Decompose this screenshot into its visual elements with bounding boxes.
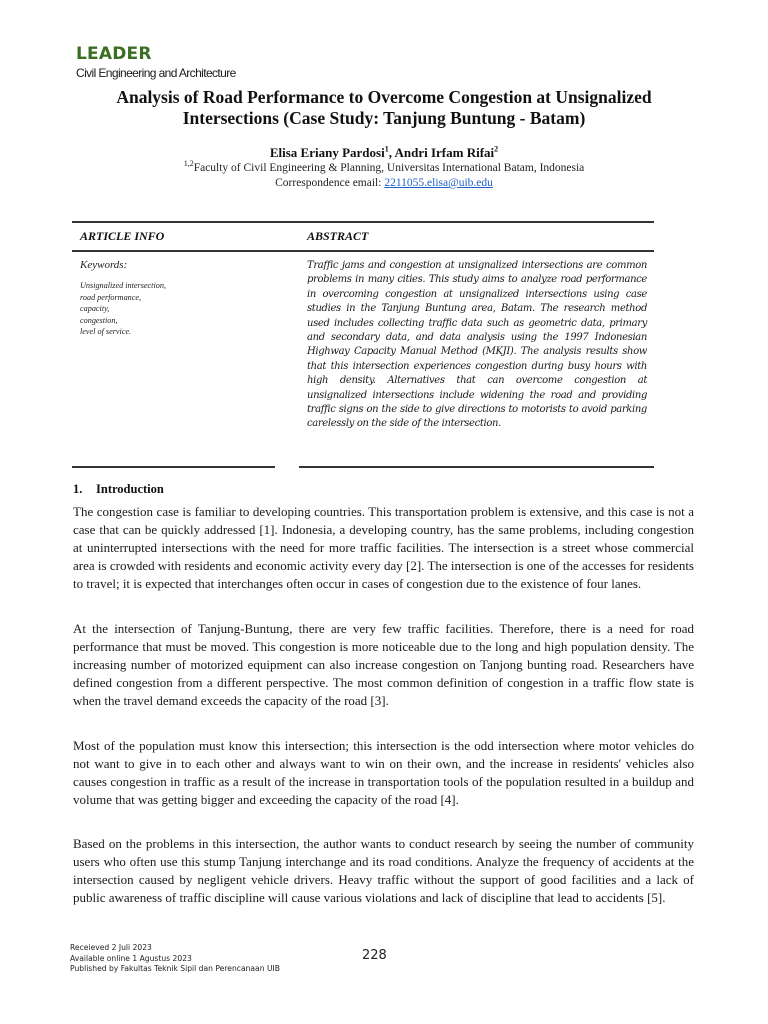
affiliation-marker: 1,2 <box>183 159 194 169</box>
section-title: Introduction <box>96 482 164 496</box>
article-title-line-2: Intersections (Case Study: Tanjung Buntung - Batam) <box>182 108 586 128</box>
article-title <box>60 87 708 129</box>
body-paragraph: Most of the population must know this intersection; this intersection is the odd intersection where motor vehicles do not want to give in to each other and always want to win on their own, and the increase in residents' vehicles also causes congestion in traffic as a result of the increase in transportation tools of the population resulted in a buildup and volume that was getting bigger and exceeding the capacity of the road [4]. <box>73 738 694 807</box>
abstract-text: Traffic jams and congestion at unsignalized intersections are common problems in many cities. This study aims to analyze road performance in overcoming congestion at unsignalized intersections using case studies in the Tanjung Buntung area, Batam. The research method used includes collecting traffic data such as geometric data, primary and secondary data, and data analysis using the 1997 Indonesian Highway Capacity Manual Method (MKJI). The analysis results show that this intersection experiences congestion during busy hours with high density. Alternatives that can overcome congestion at unsignalized intersections include widening the road and providing traffic signs on the side to give directions to motorists to avoid parking carelessly on the side of the intersection. <box>307 260 647 430</box>
author-affiliation-marker: 1 <box>384 144 389 154</box>
publisher-line: Published by Fakultas Teknik Sipil dan Perencanaan UIB <box>70 964 280 973</box>
keyword-item: Unsignalized intersection, <box>80 281 166 290</box>
author-name: Andri Irfam Rifai <box>394 145 495 160</box>
section-heading-introduction <box>73 482 164 497</box>
body-paragraph: At the intersection of Tanjung-Buntung, there are very few traffic facilities. Therefore, there is a need for road performance that must be moved. This congestion is more noticeable due to the long and high population density. The increasing number of motorized equipment can also increase congestion on Tanjong bunting road. Researchers have defined congestion from a different perspective. The most common definition of congestion in a traffic flow state is when the travel demand exceeds the capacity of the road [3]. <box>73 621 694 708</box>
keywords-list <box>80 280 166 338</box>
author-name: Elisa Eriany Pardosi <box>269 145 385 160</box>
keyword-item: capacity, <box>80 304 110 314</box>
author-list <box>60 145 708 161</box>
author-affiliation-marker: 2 <box>494 144 499 154</box>
body-paragraph: The congestion case is familiar to developing countries. This transportation problem is extensive, and this case is not a case that can be quickly addressed [1]. Indonesia, a developing country, has the same problems, including congestion at uninterrupted intersections with the need for more traffic facilities. The intersection is a street whose commercial area is crowded with residents and economic activity every day [2]. The intersection is one of the accesses for residents to travel; it is expected that interchanges often occur in cases of congestion due to the existence of four lanes. <box>73 504 694 591</box>
footer-publication-info <box>70 943 280 975</box>
journal-brand-logo: LEADER <box>76 44 152 64</box>
journal-subtitle: Civil Engineering and Architecture <box>76 66 236 80</box>
keyword-item: congestion, <box>80 315 118 325</box>
section-number: 1. <box>73 482 83 496</box>
body-paragraph: Based on the problems in this intersection, the author wants to conduct research by seeing the number of community users who often use this stump Tanjung interchange and its road conditions. Analyze the frequency of accidents at the intersection caused by negligent vehicle drivers. Heavy traffic without the support of good facilities and a lack of public awareness of traffic discipline will cause various violations and lack of discipline that lead to accidents [5]. <box>73 836 694 905</box>
keyword-item: level of service. <box>80 327 132 337</box>
abstract-heading: ABSTRACT <box>307 229 369 243</box>
keyword-item: road performance, <box>80 292 142 302</box>
article-title-line-1: Analysis of Road Performance to Overcome Congestion at Unsignalized <box>116 87 652 107</box>
keywords-label: Keywords: <box>80 259 128 271</box>
correspondence-label: Correspondence email: <box>275 177 385 189</box>
page-number: 228 <box>362 948 387 963</box>
author-separator: , <box>388 145 395 160</box>
available-online-date: Available online 1 Agustus 2023 <box>70 953 192 963</box>
abstract-bottom-rule <box>299 466 654 468</box>
header-rule <box>72 250 654 252</box>
affiliation <box>60 159 708 174</box>
correspondence <box>60 177 708 189</box>
top-rule <box>72 221 654 223</box>
article-info-bottom-rule <box>72 466 275 468</box>
article-info-heading: ARTICLE INFO <box>80 229 165 243</box>
affiliation-text: Faculty of Civil Engineering & Planning, Universitas International Batam, Indonesia <box>193 162 585 174</box>
received-date: Receieved 2 Juli 2023 <box>70 943 152 952</box>
correspondence-email-link[interactable]: 2211055.elisa@uib.edu <box>384 177 493 189</box>
